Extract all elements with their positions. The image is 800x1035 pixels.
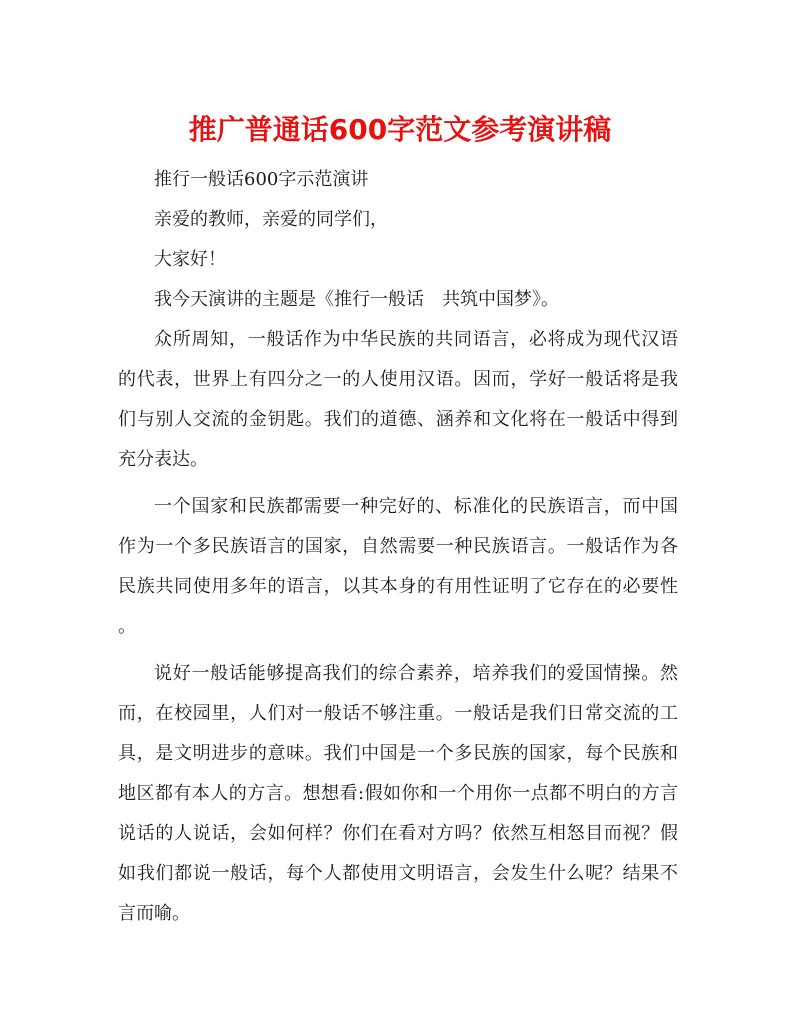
paragraph-line: 一个国家和民族都需要一种完好的、标准化的民族语言，而中国 (154, 496, 678, 517)
paragraph-line: 民族共同使用多年的语言，以其本身的有用性证明了它存在的必要性 (118, 576, 678, 597)
paragraph-line: 言而喻。 (118, 903, 190, 924)
paragraph-2 (118, 487, 678, 647)
paragraph-line: 如我们都说一般话，每个人都使用文明语言，会发生什么呢？结果不 (118, 863, 678, 884)
paragraph-line: 具，是文明进步的意味。我们中国是一个多民族的国家，每个民族和 (118, 743, 678, 764)
document-body (118, 160, 678, 934)
paragraph-3 (118, 654, 678, 934)
paragraph-1 (118, 320, 678, 480)
paragraph-line: 地区都有本人的方言。想想看:假如你和一个用你一点都不明白的方言 (118, 783, 678, 804)
paragraph-line: 。 (118, 616, 136, 637)
topic-line: 我今天演讲的主题是《推行一般话 共筑中国梦》。 (154, 289, 559, 310)
paragraph-line: 们与别人交流的金钥匙。我们的道德、涵养和文化将在一般话中得到 (118, 409, 678, 430)
greeting-line: 亲爱的教师，亲爱的同学们， (154, 209, 388, 230)
document-title: 推广普通话600字范文参考演讲稿 (188, 113, 612, 146)
paragraph-line: 而，在校园里，人们对一般话不够注重。一般话是我们日常交流的工 (118, 703, 678, 724)
paragraph-line: 说话的人说话，会如何样？你们在看对方吗？依然互相怒目而视？假 (118, 823, 678, 844)
subtitle-line: 推行一般话600字示范演讲 (154, 169, 369, 190)
paragraph-line: 充分表达。 (118, 449, 208, 470)
paragraph-line: 作为一个多民族语言的国家，自然需要一种民族语言。一般话作为各 (118, 536, 678, 557)
paragraph-line: 的代表，世界上有四分之一的人使用汉语。因而，学好一般话将是我 (118, 369, 678, 390)
greeting-line: 大家好！ (154, 249, 226, 270)
paragraph-line: 众所周知，一般话作为中华民族的共同语言，必将成为现代汉语 (154, 329, 678, 350)
paragraph-line: 说好一般话能够提高我们的综合素养，培养我们的爱国情操。然 (154, 663, 678, 684)
